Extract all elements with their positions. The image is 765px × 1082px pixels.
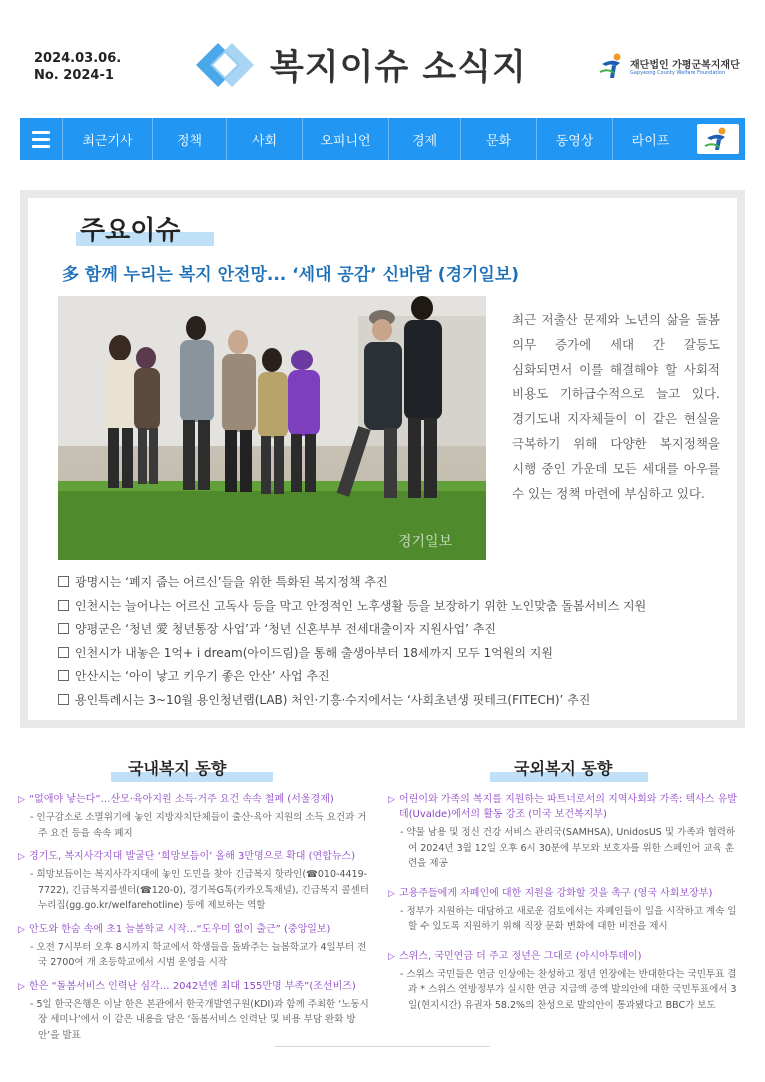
domestic-welfare-column xyxy=(16,752,371,1051)
domestic-news-list xyxy=(16,792,371,1043)
foundation-mark-icon xyxy=(598,52,628,80)
news-title[interactable]: 어린이와 가족의 복지를 지원하는 파트너로서의 지역사회와 가족: 텍사스 유발데(Uvalde)에서의 활동 강조 (미국 보건복지부) xyxy=(399,794,737,820)
news-item xyxy=(386,792,741,872)
play-triangle-icon: ▷ xyxy=(18,981,25,992)
news-item xyxy=(16,922,371,971)
list-item: 인천시는 늘어나는 어르신 고독사 등을 막고 안정적인 노후생활 등을 보장하기 위한 노인맞춤 돌봄서비스 지원 xyxy=(58,595,718,619)
hamburger-menu-icon[interactable] xyxy=(20,118,62,160)
checkbox-square-icon xyxy=(58,576,69,587)
news-item xyxy=(386,949,741,1014)
issue-headline[interactable]: 多 함께 누리는 복지 안전망... ‘세대 공감’ 신바람 (경기일보) xyxy=(62,265,520,285)
news-title[interactable]: 스위스, 국민연금 더 주고 정년은 그대로 (아시아투데이) xyxy=(399,950,642,962)
news-item xyxy=(16,849,371,914)
news-title[interactable]: “없애야 낳는다”…산모·육아지원 소득·거주 요건 속속 철폐 (서울경제) xyxy=(29,794,334,805)
column-title-overseas: 국외복지 동향 xyxy=(514,759,613,778)
people-group-photo xyxy=(58,296,486,560)
nav-item-opinion[interactable]: 오피니언 xyxy=(302,118,388,160)
nav-item-policy[interactable]: 정책 xyxy=(152,118,226,160)
checkbox-square-icon xyxy=(58,600,69,611)
play-triangle-icon: ▷ xyxy=(388,951,395,962)
newsletter-title: 복지이슈 소식지 xyxy=(270,48,527,88)
nav-item-culture[interactable]: 문화 xyxy=(460,118,536,160)
nav-item-recent[interactable]: 최근기사 xyxy=(62,118,152,160)
play-triangle-icon: ▷ xyxy=(388,888,395,899)
news-summary: - 정부가 지원하는 대담하고 새로운 검토에서는 자폐인들이 일을 시작하고 계속 일할 수 있도록 지원하기 위해 직장 문화 변화에 대한 비전을 제시 xyxy=(400,905,737,932)
footer-divider xyxy=(275,1046,490,1047)
main-issue-section xyxy=(20,190,745,728)
list-item: 광명시는 ‘폐지 줍는 어르신’들을 위한 특화된 복지정책 추진 xyxy=(58,571,718,595)
news-summary: - 5일 한국은행은 이날 한은 본관에서 한국개발연구원(KDI)과 함께 주최한 ‘노동시장 세미나’에서 이 같은 내용을 담은 ‘돌봄서비스 인력난 및 비용 부담 완화 방안’을 발표 xyxy=(30,998,369,1041)
section-title-main-issue: 주요이슈 xyxy=(80,216,181,246)
news-summary: - 스위스 국민들은 연금 인상에는 찬성하고 정년 연장에는 반대한다는 국민투표 결과 * 스위스 연방정부가 실시한 연금 지급액 증액 발의안에 대한 국민투표에서 3일(현지시간) 유권자 58.2%의 찬성으로 발의안이 통과됐다고 BBC가 보도 xyxy=(400,968,737,1011)
nav-foundation-icon[interactable] xyxy=(697,124,739,154)
news-summary: - 오전 7시부터 오후 8시까지 학교에서 학생들을 돌봐주는 늘봄학교가 4일부터 전국 2700여 개 초등학교에서 시범 운영을 시작 xyxy=(30,941,367,968)
news-title[interactable]: 한은 “돌봄서비스 인력난 심각… 2042년엔 최대 155만명 부족”(조선비즈) xyxy=(29,980,356,992)
issue-info xyxy=(34,50,121,84)
news-summary: - 희망보듬이는 복지사각지대에 놓인 도민을 찾아 긴급복지 핫라인(☎010-4419-7722), 긴급복지콜센터(☎120-0), 경기복G톡(카카오톡채널), 긴급복지 콜센터 누리집(gg.go.kr/welfarehotline) 등에 제보하는 역할 xyxy=(30,869,369,911)
news-title[interactable]: 고용주들에게 자폐인에 대한 지원을 강화할 것을 촉구 (영국 사회보장부) xyxy=(399,887,713,899)
list-item: 양평군은 ‘청년 愛 청년통장 사업’과 ‘청년 신혼부부 전세대출이자 지원사업’ 추진 xyxy=(58,618,718,642)
checkbox-square-icon xyxy=(58,647,69,658)
overseas-welfare-column xyxy=(386,752,741,1021)
news-title[interactable]: 안도와 한숨 속에 초1 늘봄학교 시작…“도우미 없이 출근” (중앙일보) xyxy=(29,923,331,935)
news-title[interactable]: 경기도, 복지사각지대 발굴단 ‘희망보듬이’ 올해 3만명으로 확대 (연합뉴스) xyxy=(29,851,356,862)
nav-item-life[interactable]: 라이프 xyxy=(612,118,688,160)
list-item: 안산시는 ‘아이 낳고 키우기 좋은 안산’ 사업 추진 xyxy=(58,665,718,689)
foundation-logo[interactable] xyxy=(598,52,748,82)
column-title-domestic: 국내복지 동향 xyxy=(128,759,227,778)
foundation-english-name: Gapyeong County Welfare Foundation xyxy=(630,70,725,76)
list-item: 용인특례시는 3~10월 용인청년랩(LAB) 처인·기흥·수지에서는 ‘사회초년생 핏테크(FITECH)’ 추진 xyxy=(58,689,718,713)
news-summary: - 약물 남용 및 정신 건강 서비스 관리국(SAMHSA), UnidosUS 및 가족과 협력하여 2024년 3월 12일 오후 6시 30분에 부모와 보호자를 위한 스페인어 교육 훈련을 제공 xyxy=(400,827,736,869)
checkbox-square-icon xyxy=(58,694,69,705)
nav-item-video[interactable]: 동영상 xyxy=(536,118,612,160)
checkbox-square-icon xyxy=(58,670,69,681)
play-triangle-icon: ▷ xyxy=(18,924,25,935)
issue-date: 2024.03.06. xyxy=(34,51,122,66)
play-triangle-icon: ▷ xyxy=(388,795,395,805)
foundation-mark-small-icon xyxy=(697,124,739,154)
list-item: 인천시가 내놓은 1억+ i dream(아이드림)을 통해 출생아부터 18세까지 모두 1억원의 지원 xyxy=(58,642,718,666)
issue-number: No. 2024-1 xyxy=(34,68,114,83)
nav-item-society[interactable]: 사회 xyxy=(226,118,302,160)
nav-item-economy[interactable]: 경제 xyxy=(388,118,460,160)
main-nav xyxy=(20,118,745,160)
masthead xyxy=(0,0,765,115)
news-item xyxy=(386,886,741,935)
news-item xyxy=(16,792,371,841)
news-summary: - 인구감소로 소멸위기에 놓인 지방자치단체들이 출산·육아 지원의 소득 요건과 거주 요건 등을 속속 폐지 xyxy=(30,812,367,839)
play-triangle-icon: ▷ xyxy=(18,795,25,805)
issue-summary: 최근 저출산 문제와 노년의 삶을 돌봄 의무 증가에 세대 간 갈등도 심화되면서 이를 해결해야 할 사회적 비용도 기하급수적으로 늘고 있다. 경기도내 지자체들이 이 같은 현실을 극복하기 위해 다양한 복지정책을 시행 중인 가운데 모든 세대를 아우를 수 있는 정책 마련에 부심하고 있다. xyxy=(512,312,720,501)
checkbox-square-icon xyxy=(58,623,69,634)
play-triangle-icon: ▷ xyxy=(18,852,25,862)
overseas-news-list xyxy=(386,792,741,1013)
photo-watermark: 경기일보 xyxy=(398,534,453,550)
issue-bullet-list xyxy=(58,571,718,712)
news-item xyxy=(16,979,371,1044)
diamond-logo-icon xyxy=(196,40,254,90)
foundation-name: 재단법인 가평군복지재단 xyxy=(630,60,740,71)
